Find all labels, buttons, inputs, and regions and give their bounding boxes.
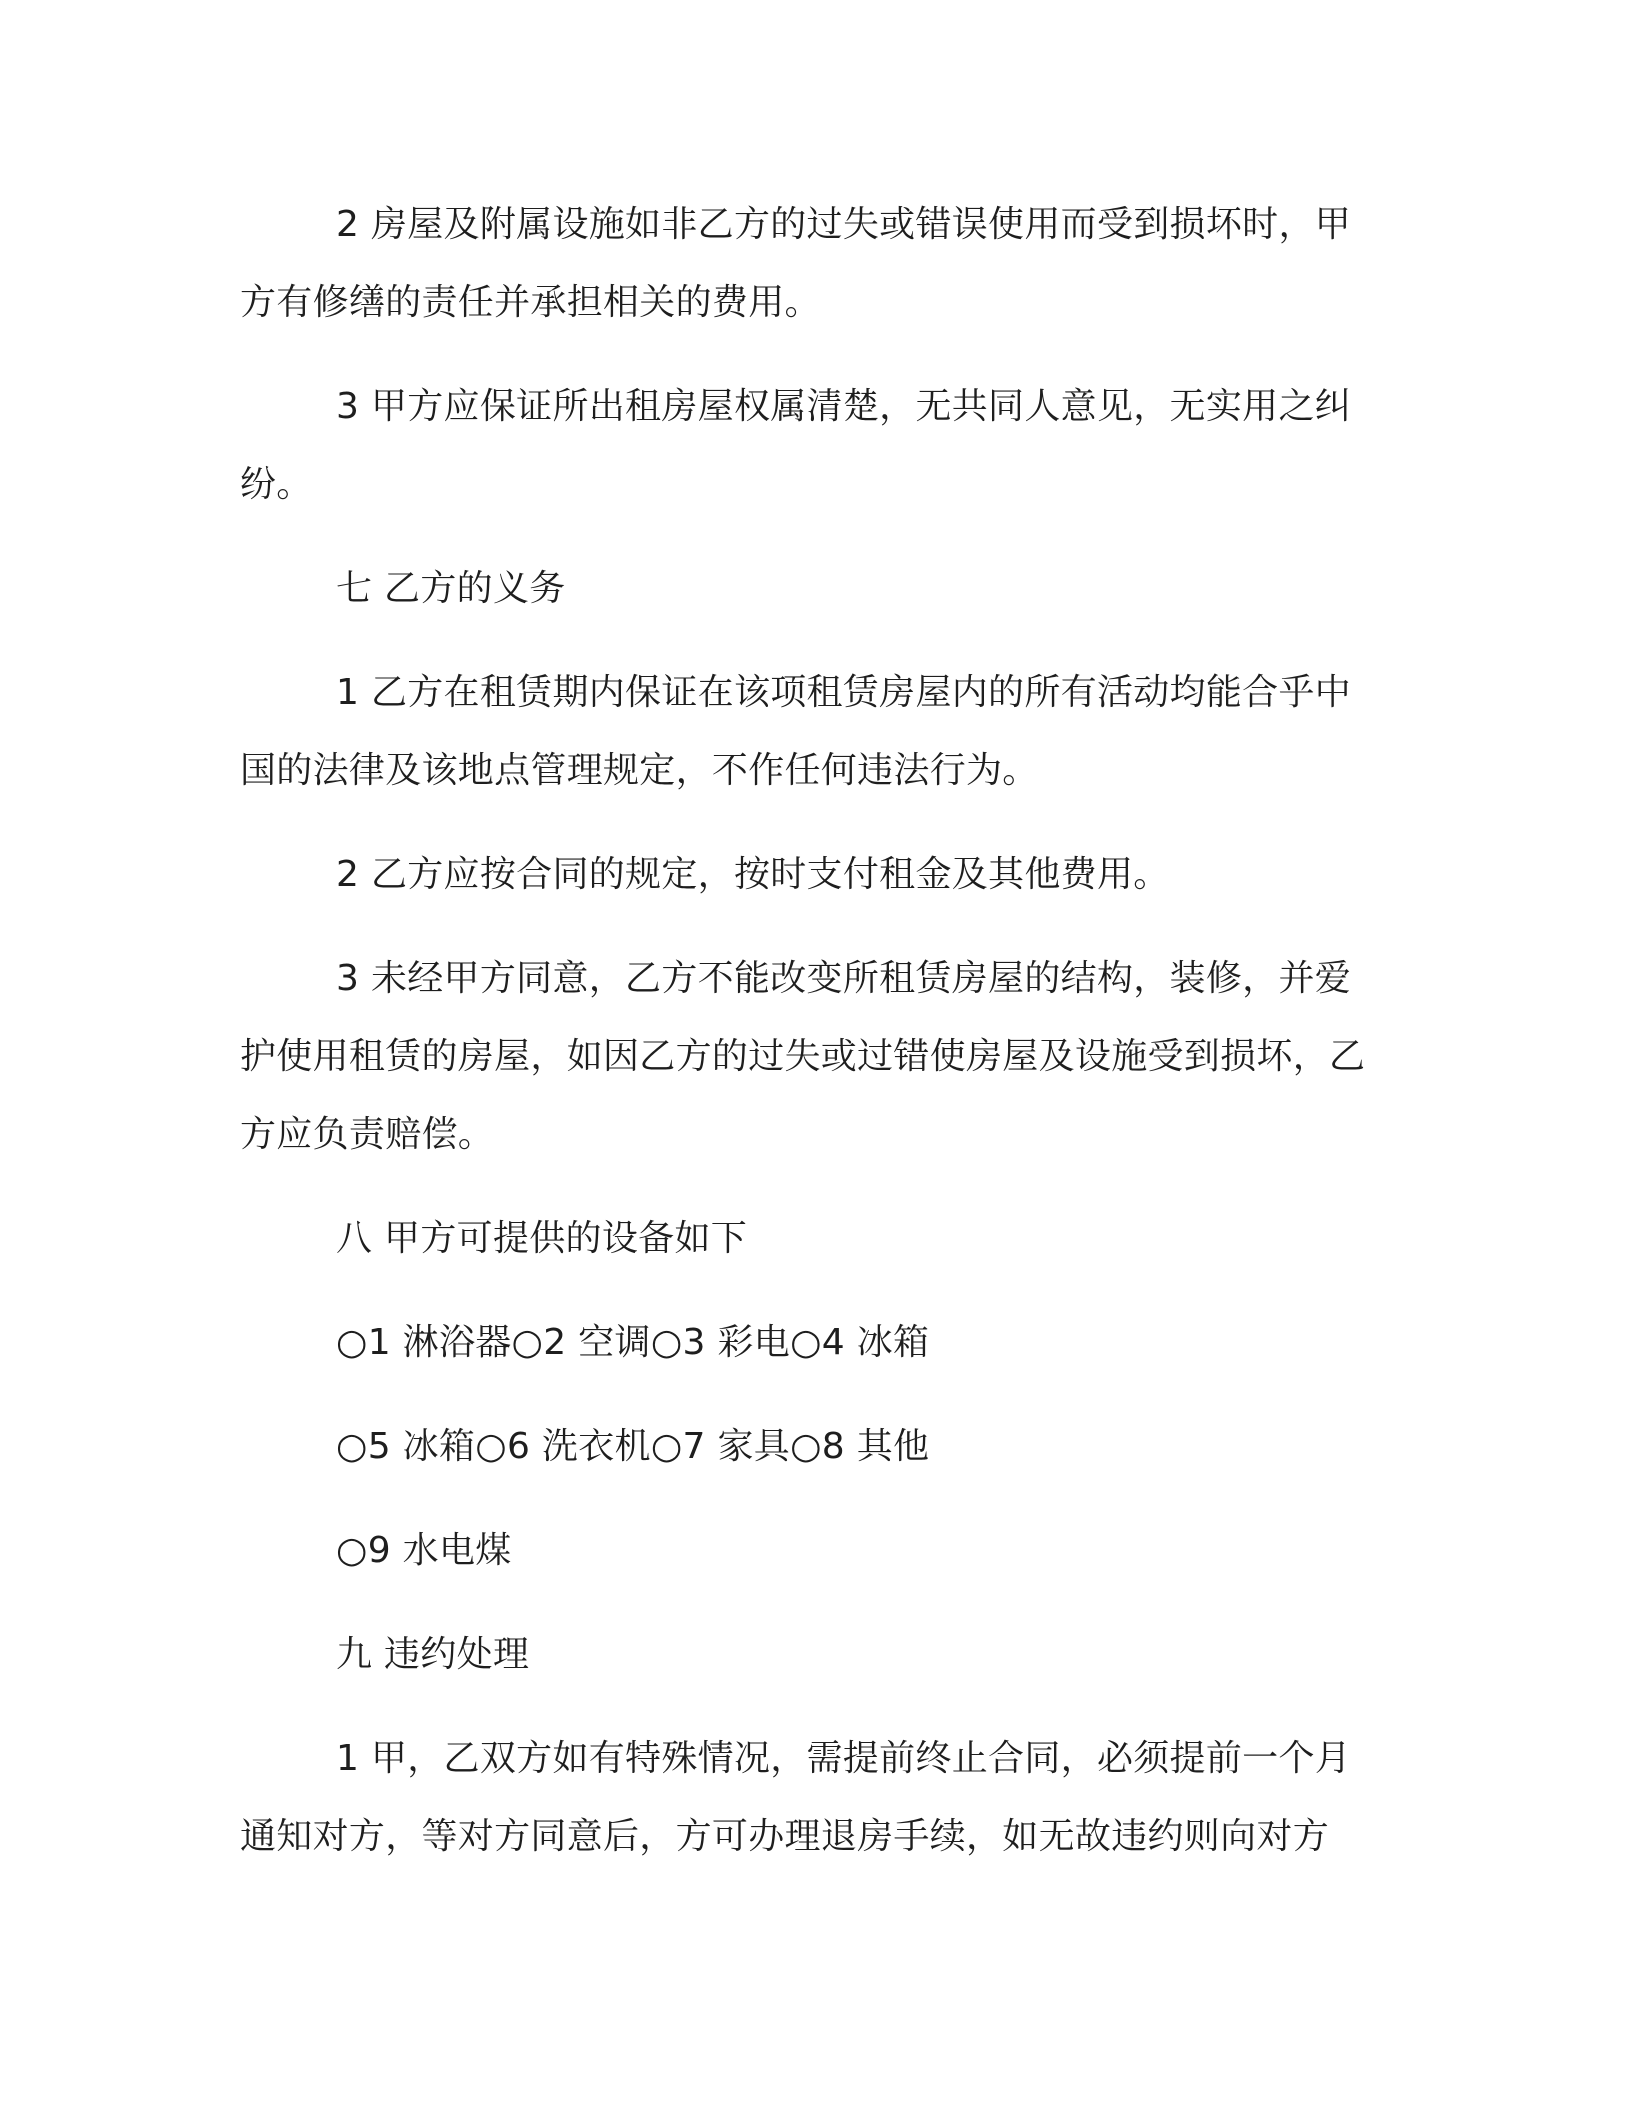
document-body [240,186,1370,1902]
paragraph-pay-rent: 2 乙方应按合同的规定，按时支付租金及其他费用。 [336,854,1170,895]
equipment-list-line-2: ○5 冰箱○6 洗衣机○7 家具○8 其他 [336,1426,930,1467]
equipment-list-line-3: ○9 水电煤 [336,1530,512,1571]
section-heading-tenant-obligations: 七 乙方的义务 [336,568,566,609]
section-heading-equipment: 八 甲方可提供的设备如下 [336,1218,748,1259]
paragraph-no-structural-changes: 3 未经甲方同意，乙方不能改变所租赁房屋的结构，装修，并爱护使用租赁的房屋，如因乙方的过失或过错使房屋及设施受到损坏，乙方应负责赔偿。 [240,958,1366,1155]
paragraph-property-title: 3 甲方应保证所出租房屋权属清楚，无共同人意见，无实用之纠纷。 [240,386,1352,505]
paragraph-early-termination: 1 甲，乙双方如有特殊情况，需提前终止合同，必须提前一个月通知对方，等对方同意后，方可办理退房手续，如无故违约则向对方 [240,1738,1352,1857]
equipment-list-line-1: ○1 淋浴器○2 空调○3 彩电○4 冰箱 [336,1322,930,1363]
section-heading-breach: 九 违约处理 [336,1634,530,1675]
paragraph-repair-responsibility: 2 房屋及附属设施如非乙方的过失或错误使用而受到损坏时，甲方有修缮的责任并承担相关的费用。 [240,204,1352,323]
paragraph-lawful-activities: 1 乙方在租赁期内保证在该项租赁房屋内的所有活动均能合乎中国的法律及该地点管理规定，不作任何违法行为。 [240,672,1352,791]
